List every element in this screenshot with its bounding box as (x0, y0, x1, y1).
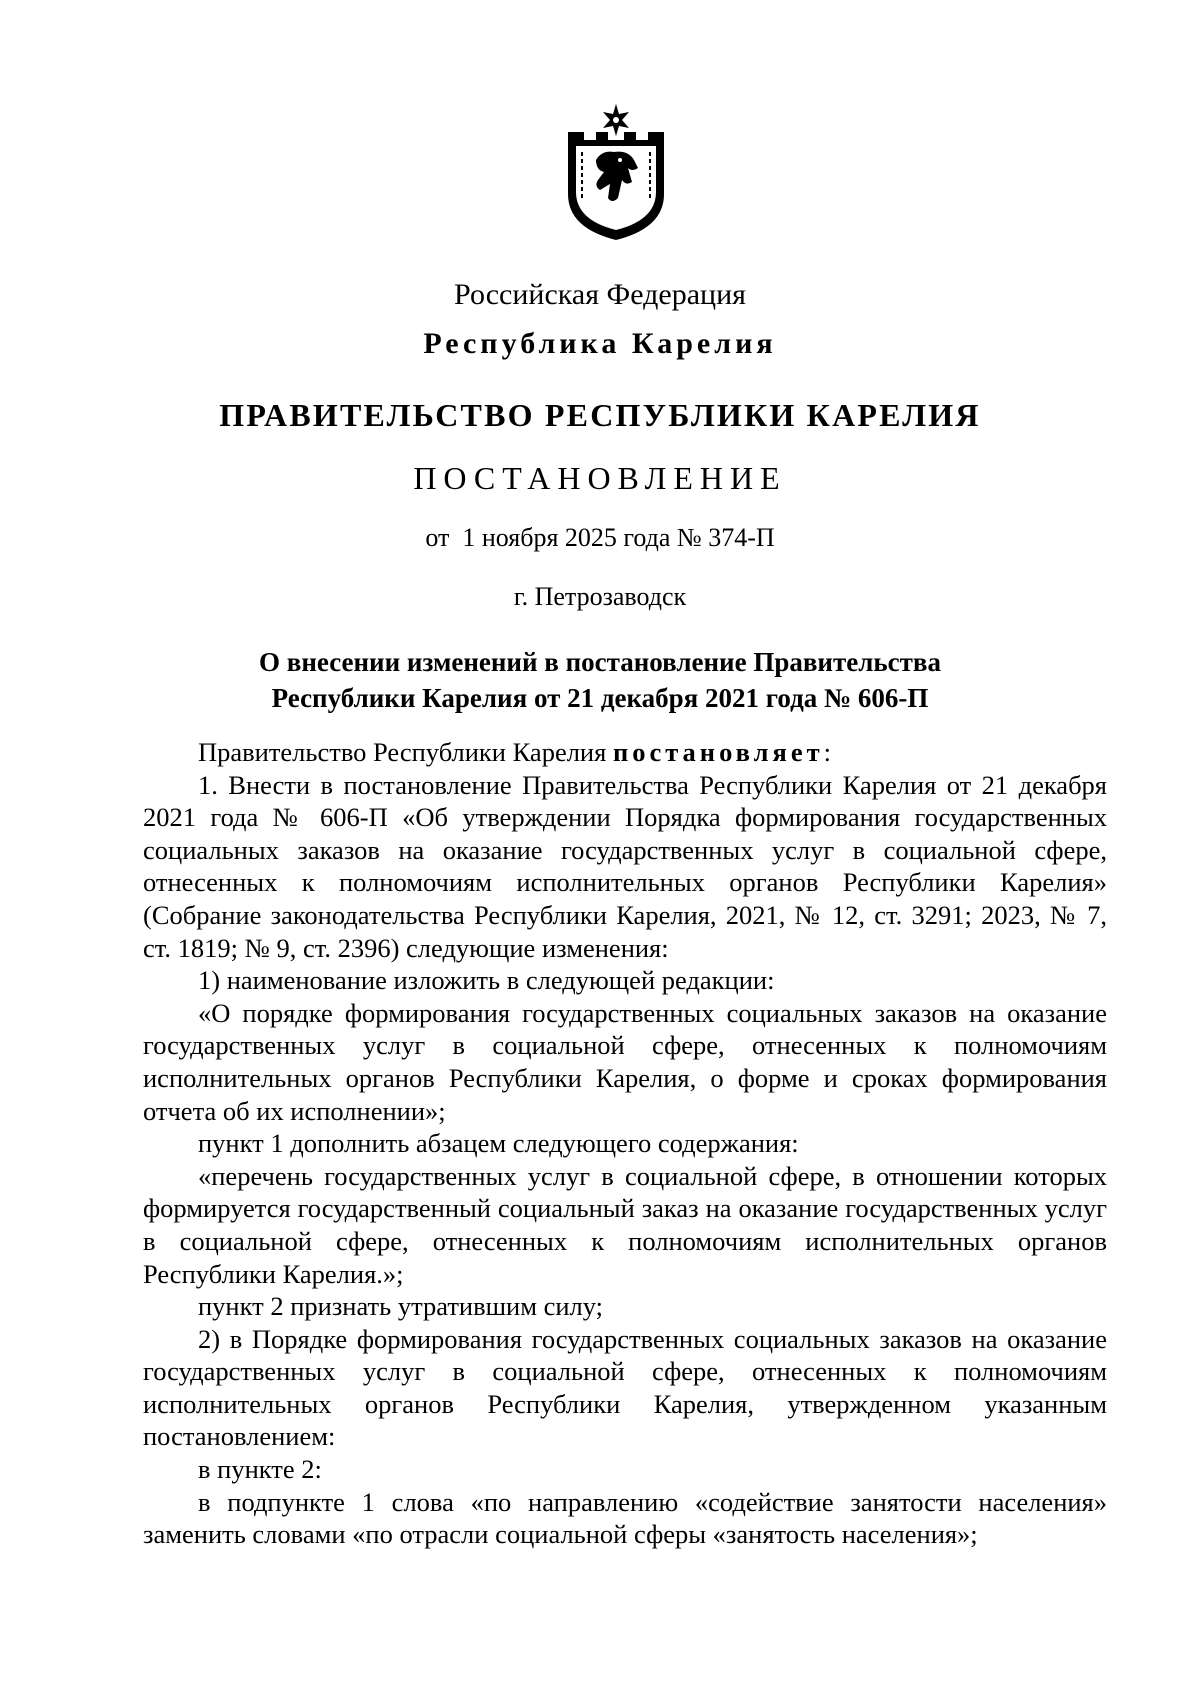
subject-line-2: Республики Карелия от 21 декабря 2021 года № 606-П (271, 683, 929, 713)
karelia-coat-of-arms-icon (562, 102, 670, 242)
intro-suffix: : (823, 737, 831, 767)
paragraph-1: 1. Внести в постановление Правительства Республики Карелия от 21 декабря 2021 года № 606-П «Об утверждении Порядка формирования государственных социальных заказов на оказание государственных услуг в социальной сфере, отнесенных к полномочиям исполнительных органов Республики Карелия» (Собрание законодательства Республики Карелия, 2021, № 12, ст. 3291; 2023, № 7, ст. 1819; № 9, ст. 2396) следующие изменения: (143, 769, 1107, 963)
government-name: ПРАВИТЕЛЬСТВО РЕСПУБЛИКИ КАРЕЛИЯ (219, 397, 981, 433)
paragraph-9: в подпункте 1 слова «по направлению «содействие занятости населения» заменить словами «по отрасли социальной сферы «занятость населения»; (143, 1486, 1107, 1550)
paragraph-7: 2) в Порядке формирования государственных социальных заказов на оказание государственных услуг в социальной сфере, отнесенных к полномочиям исполнительных органов Республики Карелия, утвержденном указанным постановлением: (143, 1323, 1107, 1452)
document-type: ПОСТАНОВЛЕНИЕ (413, 460, 787, 496)
intro-prefix: Правительство Республики Карелия (198, 737, 613, 767)
date-number: от 1 ноября 2025 года № 374-П (425, 523, 775, 552)
paragraph-4: пункт 1 дополнить абзацем следующего содержания: (198, 1128, 799, 1159)
paragraph-3: «О порядке формирования государственных социальных заказов на оказание государственных услуг в социальной сфере, отнесенных к полномочиям исполнительных органов Республики Карелия, о форме и сроках формирования отчета об их исполнении»; (143, 997, 1107, 1126)
republic-name: Республика Карелия (423, 327, 777, 360)
document-body (143, 736, 1107, 1551)
paragraph-2: 1) наименование изложить в следующей редакции: (198, 965, 775, 996)
document-subject (150, 644, 1050, 716)
paragraph-5: «перечень государственных услуг в социальной сфере, в отношении которых формируется государственный социальный заказ на оказание государственных услуг в социальной сфере, отнесенных к полномочиям исполнительных органов Республики Карелия.»; (143, 1160, 1107, 1289)
paragraph-6: пункт 2 признать утратившим силу; (198, 1291, 604, 1322)
city: г. Петрозаводск (513, 582, 687, 611)
country-name: Российская Федерация (454, 278, 746, 311)
intro-resolves: постановляет (612, 737, 824, 767)
intro-paragraph (143, 736, 1107, 769)
paragraph-8: в пункте 2: (198, 1454, 322, 1485)
subject-line-1: О внесении изменений в постановление Правительства (259, 647, 941, 677)
